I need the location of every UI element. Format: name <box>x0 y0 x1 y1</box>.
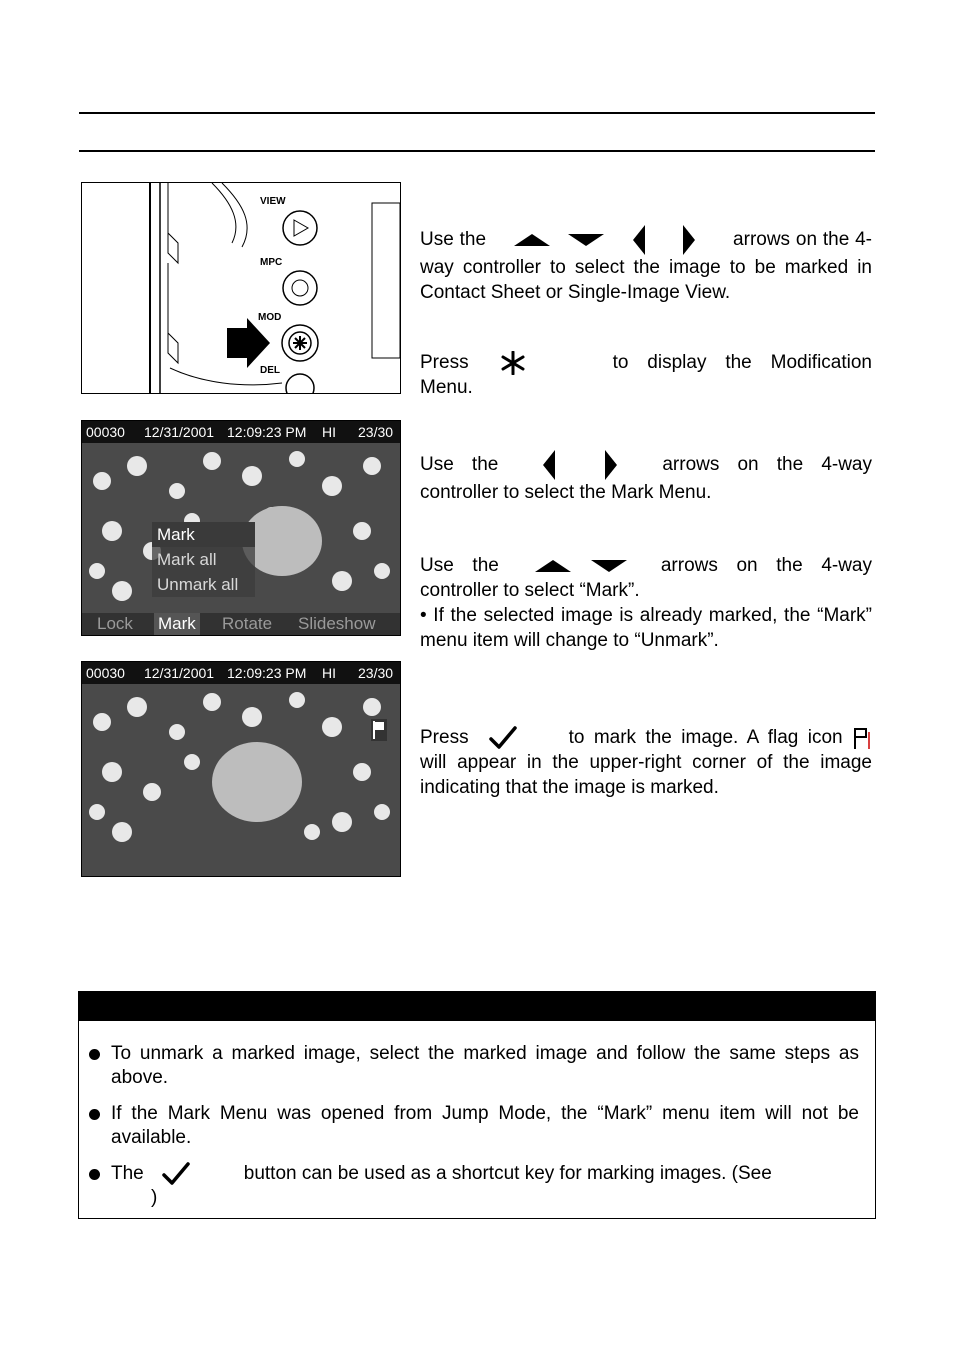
down-arrow-icon <box>568 233 604 247</box>
date-readout: 12/31/2001 <box>144 424 215 440</box>
left-arrow-icon <box>542 450 556 480</box>
flag-icon <box>852 726 872 750</box>
checkmark-icon <box>489 726 517 750</box>
asterisk-icon <box>501 351 525 375</box>
note-item <box>111 1042 859 1090</box>
time-readout: 12:09:23 PM <box>227 424 307 440</box>
note-3-text-b: button can be used as a shortcut key for marking images. (See <box>243 1163 772 1185</box>
counter-readout: 23/30 <box>358 424 394 440</box>
quality-readout: HI <box>322 424 336 440</box>
flower-photo-marked <box>82 662 400 876</box>
tab-lock[interactable]: Lock <box>97 614 133 633</box>
tab-mark[interactable]: Mark <box>154 613 200 635</box>
step-select-mark-menu <box>420 450 872 505</box>
step5-text-a: Press <box>420 727 469 748</box>
step5-text-b: to mark the image. A flag icon <box>568 727 843 748</box>
header-rule-bottom <box>79 150 875 152</box>
note-3-text-a: The <box>111 1163 144 1185</box>
menu-item-unmark-all[interactable]: Unmark all <box>157 575 239 594</box>
note-item <box>111 1102 859 1150</box>
step2-text-b: to display the Modification Menu. <box>420 352 872 398</box>
step-open-mod-menu <box>420 350 872 400</box>
right-arrow-icon <box>604 450 618 480</box>
left-arrow-icon <box>632 225 646 255</box>
step-mark-image <box>420 725 872 800</box>
step3-text-b: arrows on the 4-way controller to select the Mark Menu. <box>420 454 872 503</box>
flag-icon <box>370 718 388 742</box>
del-label: DEL <box>260 365 280 376</box>
step3-text-a: Use the <box>420 454 499 476</box>
checkmark-icon <box>162 1162 190 1186</box>
step1-text-a: Use the <box>420 229 487 251</box>
up-arrow-icon <box>535 559 571 573</box>
bullet-icon <box>89 1169 100 1180</box>
quality-readout: HI <box>322 665 336 681</box>
tab-slideshow[interactable]: Slideshow <box>298 614 376 633</box>
date-readout: 12/31/2001 <box>144 665 215 681</box>
marked-image-screen <box>81 661 401 877</box>
mark-menu-screen <box>81 420 401 636</box>
step-select-mark-item <box>420 553 872 653</box>
status-bar <box>82 662 400 684</box>
menu-item-mark[interactable]: Mark <box>152 522 255 547</box>
note-3-text-c: ) <box>151 1187 158 1209</box>
menu-tab-bar <box>82 613 400 635</box>
note-2-text: If the Mark Menu was opened from Jump Mode, the “Mark” menu item will not be available. <box>111 1103 859 1148</box>
notes-header-bar <box>79 992 875 1021</box>
menu-item-mark-all[interactable]: Mark all <box>157 550 217 569</box>
right-arrow-icon <box>682 225 696 255</box>
time-readout: 12:09:23 PM <box>227 665 307 681</box>
up-arrow-icon <box>514 233 550 247</box>
step2-text-a: Press <box>420 352 469 373</box>
bullet-icon <box>89 1109 100 1120</box>
note-item <box>111 1162 859 1210</box>
mark-submenu <box>152 522 255 597</box>
camera-panel-illustration <box>82 183 400 393</box>
down-arrow-icon <box>591 559 627 573</box>
note-1-text: To unmark a marked image, select the marked image and follow the same steps as above. <box>111 1043 859 1088</box>
mod-label: MOD <box>258 312 282 323</box>
status-bar <box>82 421 400 443</box>
step4-text-a: Use the <box>420 555 499 576</box>
step5-text-c: will appear in the upper-right corner of the image indicating that the image is marked. <box>420 752 872 798</box>
bullet-icon <box>89 1049 100 1060</box>
step-select-image <box>420 225 872 305</box>
view-label: VIEW <box>260 196 286 207</box>
notes-box <box>78 991 876 1219</box>
step1-text-b: arrows on the 4-way controller to select the image to be marked in Contact Sheet or Single-Image View. <box>420 229 872 303</box>
tab-rotate[interactable]: Rotate <box>222 614 273 633</box>
step4-text-b: arrows on the 4-way controller to select “Mark”. <box>420 555 872 601</box>
step4-bullet: • If the selected image is already marked, the “Mark” menu item will change to “Unmark”. <box>420 605 872 651</box>
frame-number: 00030 <box>86 665 125 681</box>
counter-readout: 23/30 <box>358 665 394 681</box>
mpc-label: MPC <box>260 257 283 268</box>
header-rule-top <box>79 112 875 114</box>
camera-panel-figure <box>81 182 401 394</box>
frame-number: 00030 <box>86 424 125 440</box>
